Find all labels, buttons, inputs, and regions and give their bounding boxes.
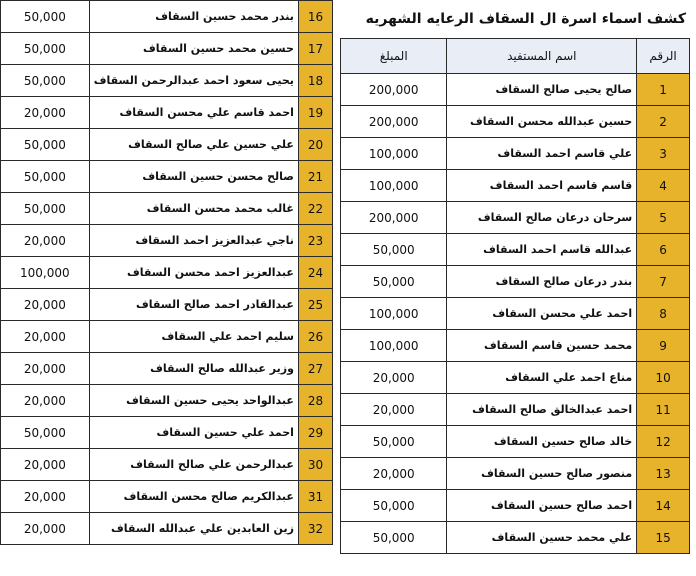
name-cell: عبدالعزيز احمد محسن السقاف: [89, 257, 298, 289]
amount-cell: 50,000: [1, 161, 90, 193]
name-cell: عبدالله قاسم احمد السقاف: [447, 234, 637, 266]
table-row: [1, 65, 333, 97]
name-cell: صالح محسن حسين السقاف: [89, 161, 298, 193]
amount-cell: 200,000: [341, 106, 447, 138]
name-cell: علي محمد حسين السقاف: [447, 522, 637, 554]
number-cell: 8: [637, 298, 690, 330]
number-cell: 16: [298, 1, 332, 33]
amount-cell: 50,000: [1, 33, 90, 65]
table-row: [341, 426, 690, 458]
table-row: [1, 129, 333, 161]
number-cell: 15: [637, 522, 690, 554]
number-cell: 2: [637, 106, 690, 138]
number-cell: 14: [637, 490, 690, 522]
table-row: [1, 289, 333, 321]
number-cell: 21: [298, 161, 332, 193]
amount-cell: 50,000: [1, 129, 90, 161]
amount-cell: 20,000: [1, 321, 90, 353]
header-amount: المبلغ: [341, 39, 447, 74]
amount-cell: 200,000: [341, 74, 447, 106]
name-cell: حسين محمد حسين السقاف: [89, 33, 298, 65]
number-cell: 6: [637, 234, 690, 266]
number-cell: 24: [298, 257, 332, 289]
number-cell: 22: [298, 193, 332, 225]
number-cell: 12: [637, 426, 690, 458]
number-cell: 17: [298, 33, 332, 65]
number-cell: 30: [298, 449, 332, 481]
number-cell: 13: [637, 458, 690, 490]
number-cell: 4: [637, 170, 690, 202]
name-cell: محمد حسين قاسم السقاف: [447, 330, 637, 362]
table-row: [341, 74, 690, 106]
name-cell: سليم احمد علي السقاف: [89, 321, 298, 353]
amount-cell: 50,000: [341, 490, 447, 522]
table-row: [1, 449, 333, 481]
table-row: [1, 385, 333, 417]
number-cell: 7: [637, 266, 690, 298]
header-number: الرقم: [637, 39, 690, 74]
table-row: [341, 266, 690, 298]
name-cell: احمد علي حسين السقاف: [89, 417, 298, 449]
sheet-title: كشف اسماء اسرة ال السقاف الرعايه الشهريه: [365, 11, 686, 27]
table-row: [341, 202, 690, 234]
amount-cell: 20,000: [341, 458, 447, 490]
table-row: [341, 458, 690, 490]
name-cell: بندر درعان صالح السقاف: [447, 266, 637, 298]
amount-cell: 100,000: [341, 330, 447, 362]
name-cell: علي قاسم احمد السقاف: [447, 138, 637, 170]
table-row: [341, 298, 690, 330]
header-row: [341, 39, 690, 74]
amount-cell: 20,000: [1, 385, 90, 417]
table-row: [1, 417, 333, 449]
table-row: [341, 106, 690, 138]
name-cell: عبدالواحد يحيى حسين السقاف: [89, 385, 298, 417]
name-cell: يحيى سعود احمد عبدالرحمن السقاف: [89, 65, 298, 97]
number-cell: 18: [298, 65, 332, 97]
name-cell: زين العابدين علي عبدالله السقاف: [89, 513, 298, 545]
name-cell: علي حسين علي صالح السقاف: [89, 129, 298, 161]
number-cell: 1: [637, 74, 690, 106]
table-row: [1, 161, 333, 193]
name-cell: حسين عبدالله محسن السقاف: [447, 106, 637, 138]
left-table-panel: [0, 0, 333, 545]
number-cell: 29: [298, 417, 332, 449]
amount-cell: 100,000: [341, 170, 447, 202]
number-cell: 3: [637, 138, 690, 170]
name-cell: غالب محمد محسن السقاف: [89, 193, 298, 225]
table-row: [341, 490, 690, 522]
amount-cell: 100,000: [341, 298, 447, 330]
amount-cell: 100,000: [1, 257, 90, 289]
table-row: [1, 513, 333, 545]
number-cell: 9: [637, 330, 690, 362]
amount-cell: 50,000: [341, 522, 447, 554]
name-cell: مناع احمد علي السقاف: [447, 362, 637, 394]
table-row: [341, 394, 690, 426]
amount-cell: 20,000: [1, 289, 90, 321]
name-cell: وزير عبدالله صالح السقاف: [89, 353, 298, 385]
number-cell: 11: [637, 394, 690, 426]
name-cell: احمد عبدالخالق صالح السقاف: [447, 394, 637, 426]
header-name: اسم المستفيد: [447, 39, 637, 74]
name-cell: ناجي عبدالعزيز احمد السقاف: [89, 225, 298, 257]
number-cell: 32: [298, 513, 332, 545]
table-row: [341, 330, 690, 362]
name-cell: عبدالقادر احمد صالح السقاف: [89, 289, 298, 321]
name-cell: بندر محمد حسين السقاف: [89, 1, 298, 33]
number-cell: 10: [637, 362, 690, 394]
beneficiaries-table: [340, 38, 690, 554]
table-row: [341, 138, 690, 170]
amount-cell: 50,000: [341, 426, 447, 458]
number-cell: 28: [298, 385, 332, 417]
table-row: [1, 33, 333, 65]
name-cell: احمد علي محسن السقاف: [447, 298, 637, 330]
amount-cell: 20,000: [1, 481, 90, 513]
number-cell: 5: [637, 202, 690, 234]
amount-cell: 20,000: [1, 513, 90, 545]
table-row: [1, 1, 333, 33]
table-row: [1, 193, 333, 225]
amount-cell: 50,000: [1, 193, 90, 225]
table-row: [341, 234, 690, 266]
name-cell: قاسم قاسم احمد السقاف: [447, 170, 637, 202]
number-cell: 25: [298, 289, 332, 321]
number-cell: 20: [298, 129, 332, 161]
amount-cell: 20,000: [1, 449, 90, 481]
amount-cell: 20,000: [341, 362, 447, 394]
table-row: [341, 362, 690, 394]
amount-cell: 20,000: [1, 97, 90, 129]
table-row: [1, 257, 333, 289]
table-row: [1, 481, 333, 513]
number-cell: 23: [298, 225, 332, 257]
name-cell: عبدالكريم صالح محسن السقاف: [89, 481, 298, 513]
name-cell: صالح يحيى صالح السقاف: [447, 74, 637, 106]
table-row: [1, 353, 333, 385]
amount-cell: 50,000: [1, 417, 90, 449]
table-row: [1, 321, 333, 353]
amount-cell: 50,000: [341, 234, 447, 266]
right-table-panel: [340, 0, 690, 554]
amount-cell: 200,000: [341, 202, 447, 234]
amount-cell: 100,000: [341, 138, 447, 170]
name-cell: عبدالرحمن علي صالح السقاف: [89, 449, 298, 481]
amount-cell: 20,000: [341, 394, 447, 426]
amount-cell: 20,000: [1, 353, 90, 385]
number-cell: 31: [298, 481, 332, 513]
number-cell: 26: [298, 321, 332, 353]
beneficiaries-table-continued: [0, 0, 333, 545]
table-row: [341, 522, 690, 554]
name-cell: سرحان درعان صالح السقاف: [447, 202, 637, 234]
number-cell: 19: [298, 97, 332, 129]
number-cell: 27: [298, 353, 332, 385]
table-row: [1, 97, 333, 129]
table-row: [341, 170, 690, 202]
name-cell: احمد قاسم علي محسن السقاف: [89, 97, 298, 129]
amount-cell: 50,000: [341, 266, 447, 298]
name-cell: منصور صالح حسين السقاف: [447, 458, 637, 490]
amount-cell: 20,000: [1, 225, 90, 257]
amount-cell: 50,000: [1, 1, 90, 33]
amount-cell: 50,000: [1, 65, 90, 97]
name-cell: خالد صالح حسين السقاف: [447, 426, 637, 458]
name-cell: احمد صالح حسين السقاف: [447, 490, 637, 522]
table-row: [1, 225, 333, 257]
